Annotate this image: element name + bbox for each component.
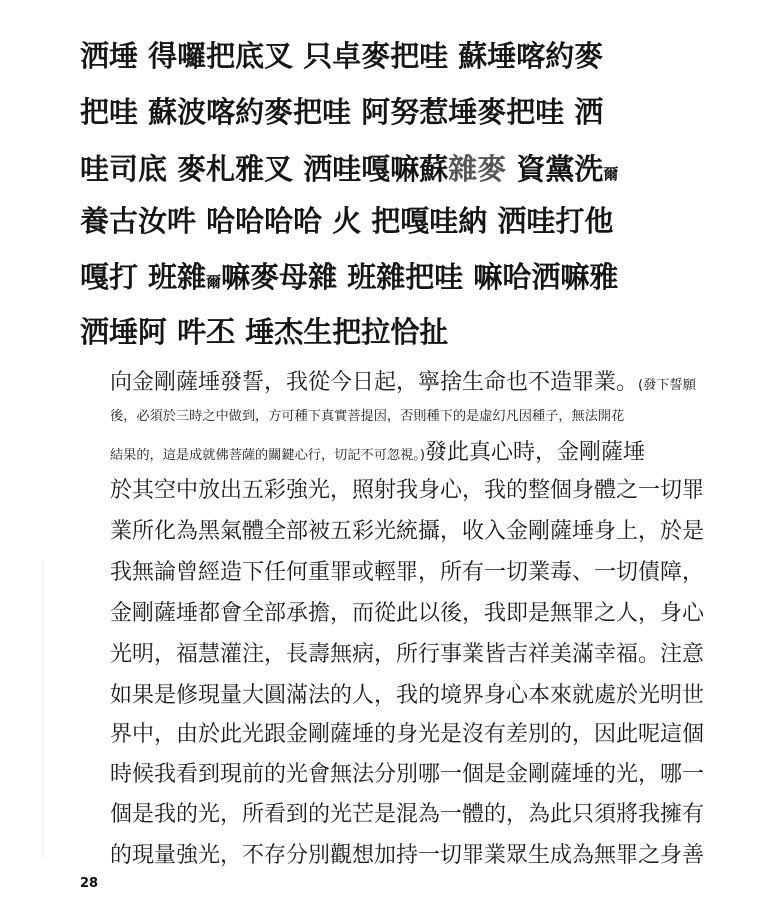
page-gutter-line [42, 560, 43, 860]
body-line-8: 光明，福慧灌注，長壽無病，所行事業皆吉祥美滿幸福。注意 [110, 642, 705, 667]
mantra-line-3 [80, 152, 700, 186]
body-line-3-main: 發此真心時，金剛薩埵 [425, 440, 646, 465]
body-line-2-note: 後，必須於三時之中做到，方可種下真實菩提因，否則種下的是虛幻凡因種子，無法開花 [110, 409, 625, 424]
mantra-line-4: 養古汝吽 哈哈哈哈 火 把嘎哇納 洒哇打他 [80, 204, 614, 238]
mantra-line-6: 洒埵阿 吽丕 埵杰生把拉恰扯 [80, 315, 449, 349]
body-line-10: 界中，由於此光跟金剛薩埵的身光是沒有差別的，因此呢這個 [110, 722, 705, 747]
body-line-1-note: (發下誓願 [638, 378, 696, 393]
mantra-line-5-part-b: 嘛麥母雜 班雜把哇 嘛哈洒嘛雅 [221, 260, 619, 294]
mantra-line-5-part-a: 嘎打 班雜 [80, 260, 207, 294]
body-line-5: 業所化為黑氣體全部被五彩光統攝，收入金剛薩埵身上，於是 [110, 519, 705, 544]
mantra-line-3-part-a: 哇司底 麥札雅叉 洒哇嘎嘛蘇 [80, 152, 449, 186]
mantra-line-3-small-char: 爾 [603, 165, 619, 183]
body-line-12: 個是我的光，所看到的光芒是混為一體的，為此只須將我擁有 [110, 802, 705, 827]
body-line-9: 如果是修現量大圓滿法的人，我的境界身心本來就處於光明世 [110, 683, 705, 708]
mantra-line-5 [80, 260, 700, 294]
body-line-7: 金剛薩埵都會全部承擔，而從此以後，我即是無罪之人，身心 [110, 601, 705, 626]
body-line-13: 的現量強光，不存分別觀想加持一切罪業眾生成為無罪之身善 [110, 843, 705, 868]
body-line-3-note: 結果的，這是成就佛菩薩的關鍵心行，切記不可忽視。) [110, 448, 426, 463]
mantra-line-5-small-char: 爾 [206, 273, 222, 291]
body-line-6: 我無論曾經造下任何重罪或輕罪，所有一切業毒、一切債障， [110, 560, 705, 585]
body-line-3 [110, 442, 700, 464]
body-line-4: 於其空中放出五彩強光，照射我身心，我的整個身體之一切罪 [110, 478, 705, 503]
mantra-line-3-part-b: 資黨洗 [506, 152, 604, 186]
body-line-1-main: 向金剛薩埵發誓，我從今日起，寧捨生命也不造罪業。 [110, 370, 639, 395]
mantra-line-3-faded: 雜麥 [448, 152, 507, 186]
body-line-11: 時候我看到現前的光會無法分別哪一個是金剛薩埵的光，哪一 [110, 762, 705, 787]
mantra-line-1: 洒埵 得囉把底叉 只卓麥把哇 蘇埵喀約麥 [80, 39, 604, 73]
mantra-line-2: 把哇 蘇波喀約麥把哇 阿努惹埵麥把哇 洒 [80, 95, 604, 129]
page-number: 28 [80, 876, 99, 891]
body-line-1 [110, 372, 700, 394]
